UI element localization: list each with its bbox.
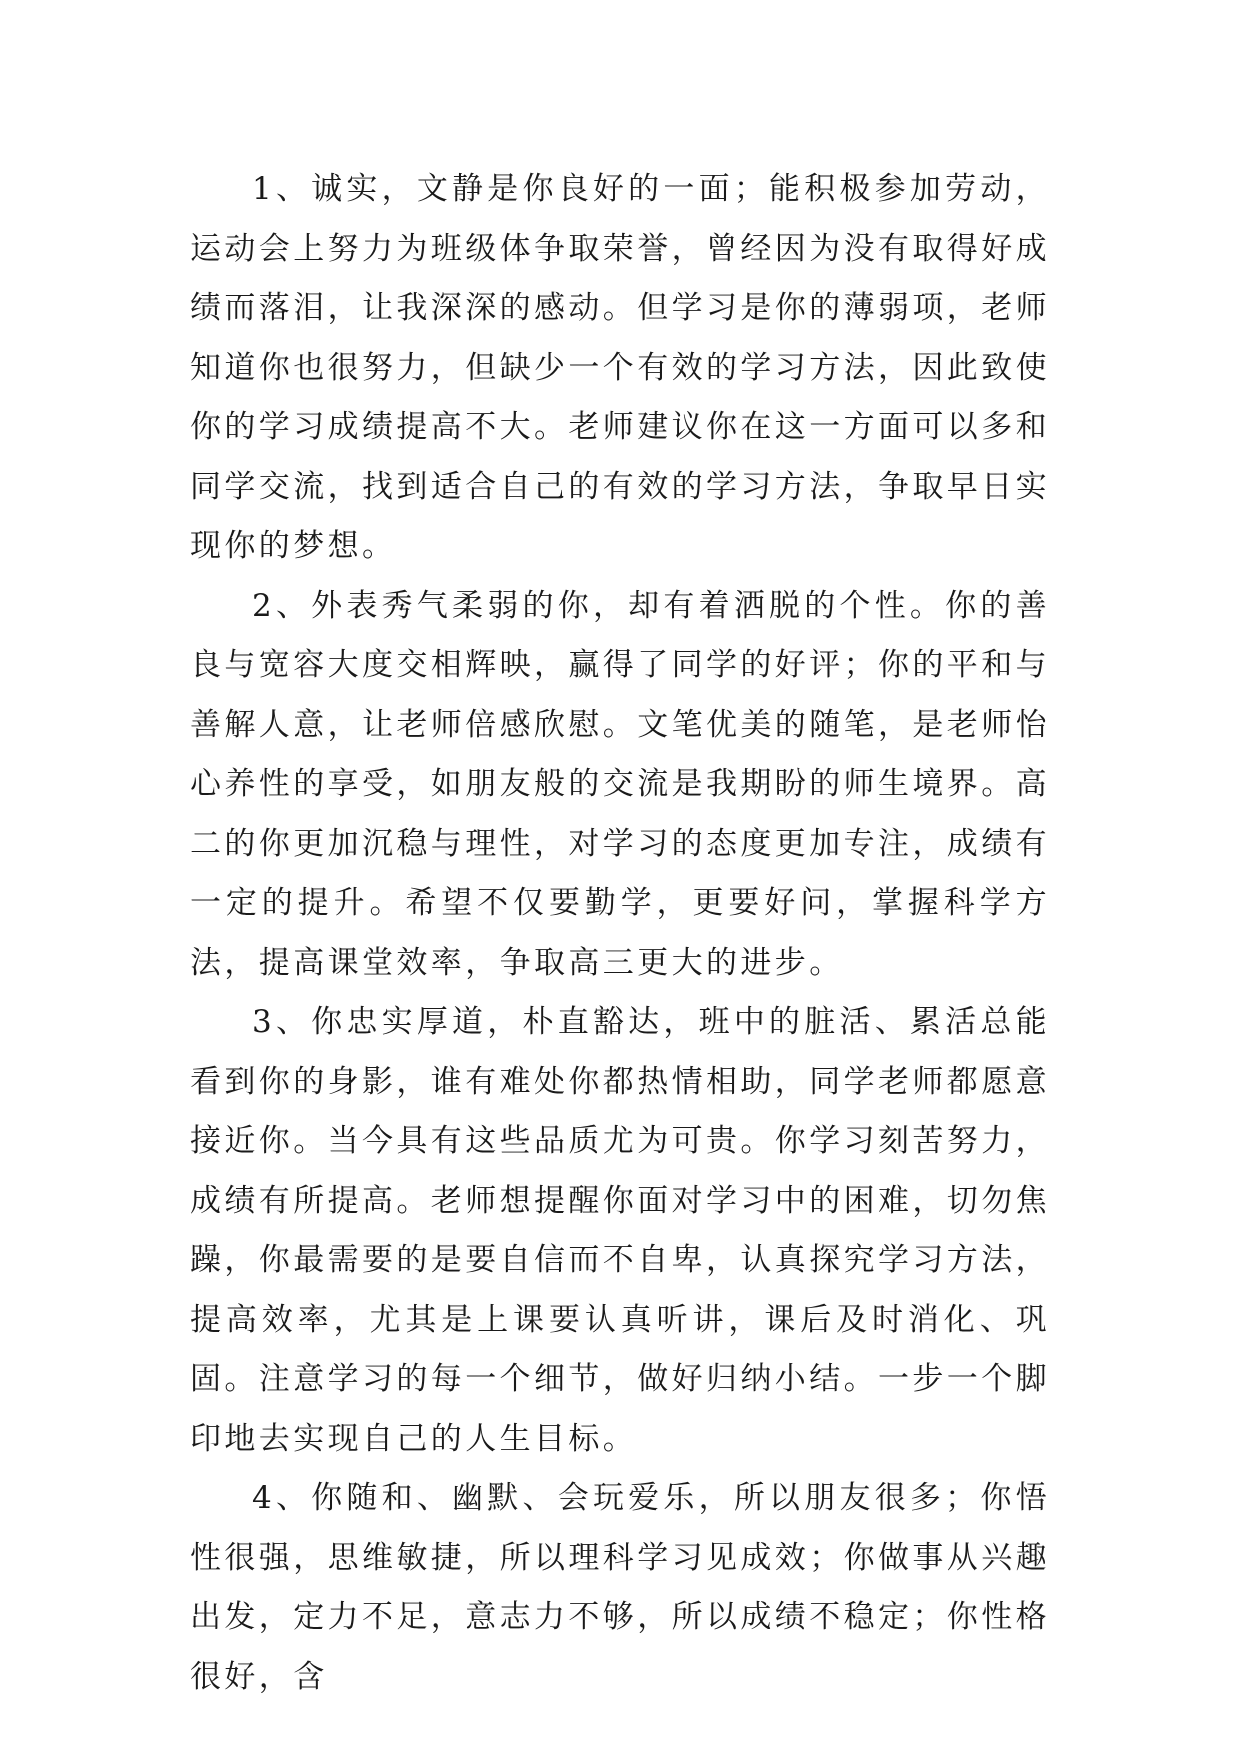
comment-paragraph-1: 1、诚实，文静是你良好的一面；能积极参加劳动，运动会上努力为班级体争取荣誉，曾经因为没有取得好成绩而落泪，让我深深的感动。但学习是你的薄弱项，老师知道你也很努力，但缺少一个有效的学习方法，因此致使你的学习成绩提高不大。老师建议你在这一方面可以多和同学交流，找到适合自己的有效的学习方法，争取早日实现你的梦想。	[190, 171, 1050, 564]
comment-text-block	[190, 160, 1050, 1707]
comment-paragraph-2: 2、外表秀气柔弱的你，却有着洒脱的个性。你的善良与宽容大度交相辉映，赢得了同学的好评；你的平和与善解人意，让老师倍感欣慰。文笔优美的随笔，是老师怡心养性的享受，如朋友般的交流是我期盼的师生境界。高二的你更加沉稳与理性，对学习的态度更加专注，成绩有一定的提升。希望不仅要勤学，更要好问，掌握科学方法，提高课堂效率，争取高三更大的进步。	[190, 587, 1050, 981]
comment-paragraph-4: 4、你随和、幽默、会玩爱乐，所以朋友很多；你悟性很强，思维敏捷，所以理科学习见成效；你做事从兴趣出发，定力不足，意志力不够，所以成绩不稳定；你性格很好，含	[190, 1480, 1050, 1695]
comment-paragraph-3: 3、你忠实厚道，朴直豁达，班中的脏活、累活总能看到你的身影，谁有难处你都热情相助，同学老师都愿意接近你。当今具有这些品质尤为可贵。你学习刻苦努力，成绩有所提高。老师想提醒你面对学习中的困难，切勿焦躁，你最需要的是要自信而不自卑，认真探究学习方法，提高效率，尤其是上课要认真听讲，课后及时消化、巩固。注意学习的每一个细节，做好归纳小结。一步一个脚印地去实现自己的人生目标。	[190, 1004, 1050, 1457]
